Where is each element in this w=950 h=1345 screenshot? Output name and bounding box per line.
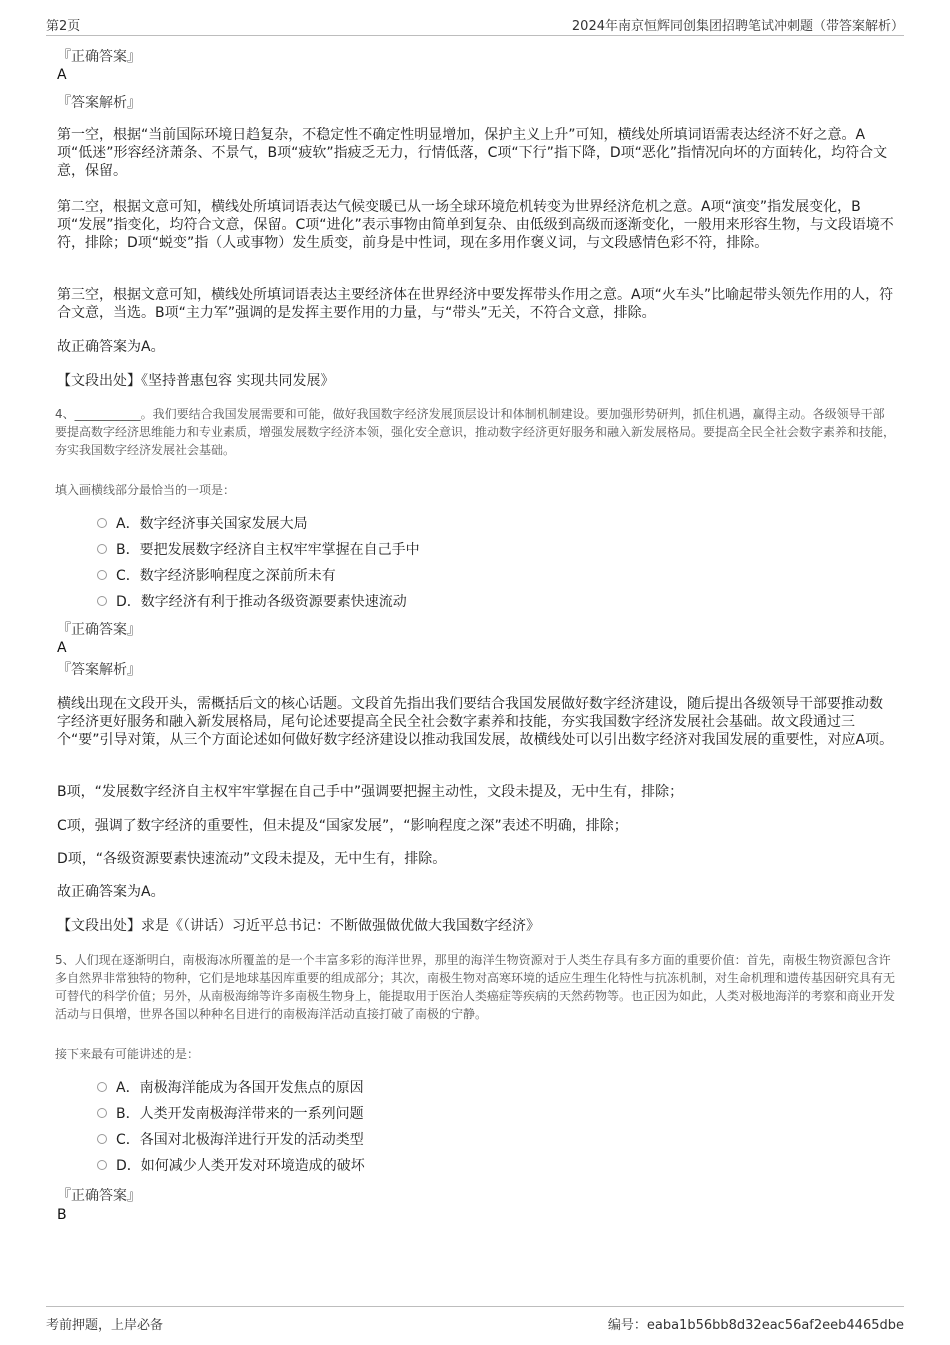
radio-icon[interactable] (97, 544, 107, 554)
answer-label: 『正确答案』 (57, 49, 141, 65)
answer-value: A (57, 67, 67, 83)
q4-option-b[interactable] (97, 540, 420, 560)
source-citation: 【文段出处】《坚持普惠包容 实现共同发展》 (57, 373, 335, 389)
page-number: 第2页 (46, 19, 81, 34)
q5-option-a[interactable] (97, 1078, 364, 1098)
analysis-label: 『答案解析』 (57, 662, 141, 678)
analysis-paragraph: C项，强调了数字经济的重要性，但未提及“国家发展”，“影响程度之深”表述不明确，排除； (57, 818, 628, 834)
option-label: D．数字经济有利于推动各级资源要素快速流动 (116, 594, 407, 610)
radio-icon[interactable] (97, 1134, 107, 1144)
analysis-paragraph: D项，“各级资源要素快速流动”文段未提及，无中生有，排除。 (57, 851, 447, 867)
conclusion-text: 故正确答案为A。 (57, 339, 165, 355)
analysis-paragraph: 第一空，根据“当前国际环境日趋复杂，不稳定性不确定性明显增加，保护主义上升”可知，横线处所填词语需表达经济不好之意。A项“低迷”形容经济萧条、不景气，B项“疲软”指疲乏无力，行情低落，C项“下行”指下降，D项“恶化”指情况向坏的方面转化，均符合文意，保留。 (57, 127, 888, 179)
radio-icon[interactable] (97, 570, 107, 580)
option-label: B．要把发展数字经济自主权牢牢掌握在自己手中 (116, 542, 420, 558)
q5-option-b[interactable] (97, 1104, 364, 1124)
q5-option-c[interactable] (97, 1130, 364, 1150)
analysis-label: 『答案解析』 (57, 95, 141, 111)
option-label: B．人类开发南极海洋带来的一系列问题 (116, 1106, 364, 1122)
q5-option-d[interactable] (97, 1156, 365, 1176)
page-header (46, 13, 904, 36)
answer-label: 『正确答案』 (57, 1188, 141, 1204)
radio-icon[interactable] (97, 518, 107, 528)
question-4-instruction: 填入画横线部分最恰当的一项是： (55, 483, 236, 497)
question-4-text: 4、___________。我们要结合我国发展需要和可能，做好我国数字经济发展顶层设计和体制机制建设。要加强形势研判，抓住机遇，赢得主动。各级领导干部要提高数字经济思维能力和专业素质，增强发展数字经济本领，强化安全意识，推动数字经济更好服务和融入新发展格局。要提高全民全社会数字素养和技能，夯实我国数字经济发展社会基础。 (55, 407, 896, 457)
option-label: A．南极海洋能成为各国开发焦点的原因 (116, 1080, 364, 1096)
answer-label: 『正确答案』 (57, 622, 141, 638)
source-citation: 【文段出处】求是《（讲话）习近平总书记：不断做强做优做大我国数字经济》 (57, 918, 540, 934)
conclusion-text: 故正确答案为A。 (57, 884, 165, 900)
document-title: 2024年南京恒辉同创集团招聘笔试冲刺题（带答案解析） (571, 19, 904, 34)
answer-value: B (57, 1207, 67, 1223)
q4-option-d[interactable] (97, 592, 407, 612)
analysis-paragraph: 横线出现在文段开头，需概括后文的核心话题。文段首先指出我们要结合我国发展做好数字经济建设，随后提出各级领导干部要推动数字经济更好服务和融入新发展格局，尾句论述要提高全民全社会数字素养和技能，夯实我国数字经济发展社会基础。故文段通过三个“要”引导对策，从三个方面论述如何做好数字经济建设以推动我国发展，故横线处可以引出数字经济对我国发展的重要性，对应A项。 (57, 696, 894, 748)
footer-slogan: 考前押题，上岸必备 (46, 1318, 164, 1333)
option-label: A．数字经济事关国家发展大局 (116, 516, 308, 532)
option-label: C．各国对北极海洋进行开发的活动类型 (116, 1132, 364, 1148)
document-id: 编号：eaba1b56bb8d32eac56af2eeb4465dbe (607, 1318, 904, 1333)
option-label: C．数字经济影响程度之深前所未有 (116, 568, 336, 584)
radio-icon[interactable] (97, 1082, 107, 1092)
option-label: D．如何减少人类开发对环境造成的破坏 (116, 1158, 365, 1174)
analysis-paragraph: 第二空，根据文意可知，横线处所填词语表达气候变暖已从一场全球环境危机转变为世界经济危机之意。A项“演变”指发展变化，B项“发展”指变化，均符合文意，保留。C项“进化”表示事物由简单到复杂、由低级到高级而逐渐变化，一般用来形容生物，与文段语境不符，排除；D项“蜕变”指（人或事物）发生质变，前身是中性词，现在多用作褒义词，与文段感情色彩不符，排除。 (57, 199, 894, 251)
radio-icon[interactable] (97, 1108, 107, 1118)
question-5-instruction: 接下来最有可能讲述的是： (55, 1047, 200, 1061)
question-5-text: 5、人们现在逐渐明白，南极海冰所覆盖的是一个丰富多彩的海洋世界，那里的海洋生物资源对于人类生存具有多方面的重要价值：首先，南极生物资源包含许多自然界非常独特的物种，它们是地球基因库重要的组成部分；其次，南极生物对高寒环境的适应生理生化特性与抗冻机制，对生命机理和遗传基因研究具有无可替代的科学价值；另外，从南极海绵等许多南极生物身上，能提取用于医治人类癌症等疾病的天然药物等。也正因为如此，人类对极地海洋的考察和商业开发活动与日俱增，世界各国以种种名目进行的南极海洋活动直接打破了南极的宁静。 (55, 953, 896, 1021)
radio-icon[interactable] (97, 596, 107, 606)
q4-option-a[interactable] (97, 514, 308, 534)
answer-value: A (57, 640, 67, 656)
analysis-paragraph: B项，“发展数字经济自主权牢牢掌握在自己手中”强调要把握主动性，文段未提及，无中生有，排除； (57, 784, 684, 800)
page-footer (46, 1306, 904, 1333)
analysis-paragraph: 第三空，根据文意可知，横线处所填词语表达主要经济体在世界经济中要发挥带头作用之意。A项“火车头”比喻起带头领先作用的人，符合文意，当选。B项“主力军”强调的是发挥主要作用的力量，与“带头”无关，不符合文意，排除。 (57, 287, 894, 321)
q4-option-c[interactable] (97, 566, 336, 586)
radio-icon[interactable] (97, 1160, 107, 1170)
